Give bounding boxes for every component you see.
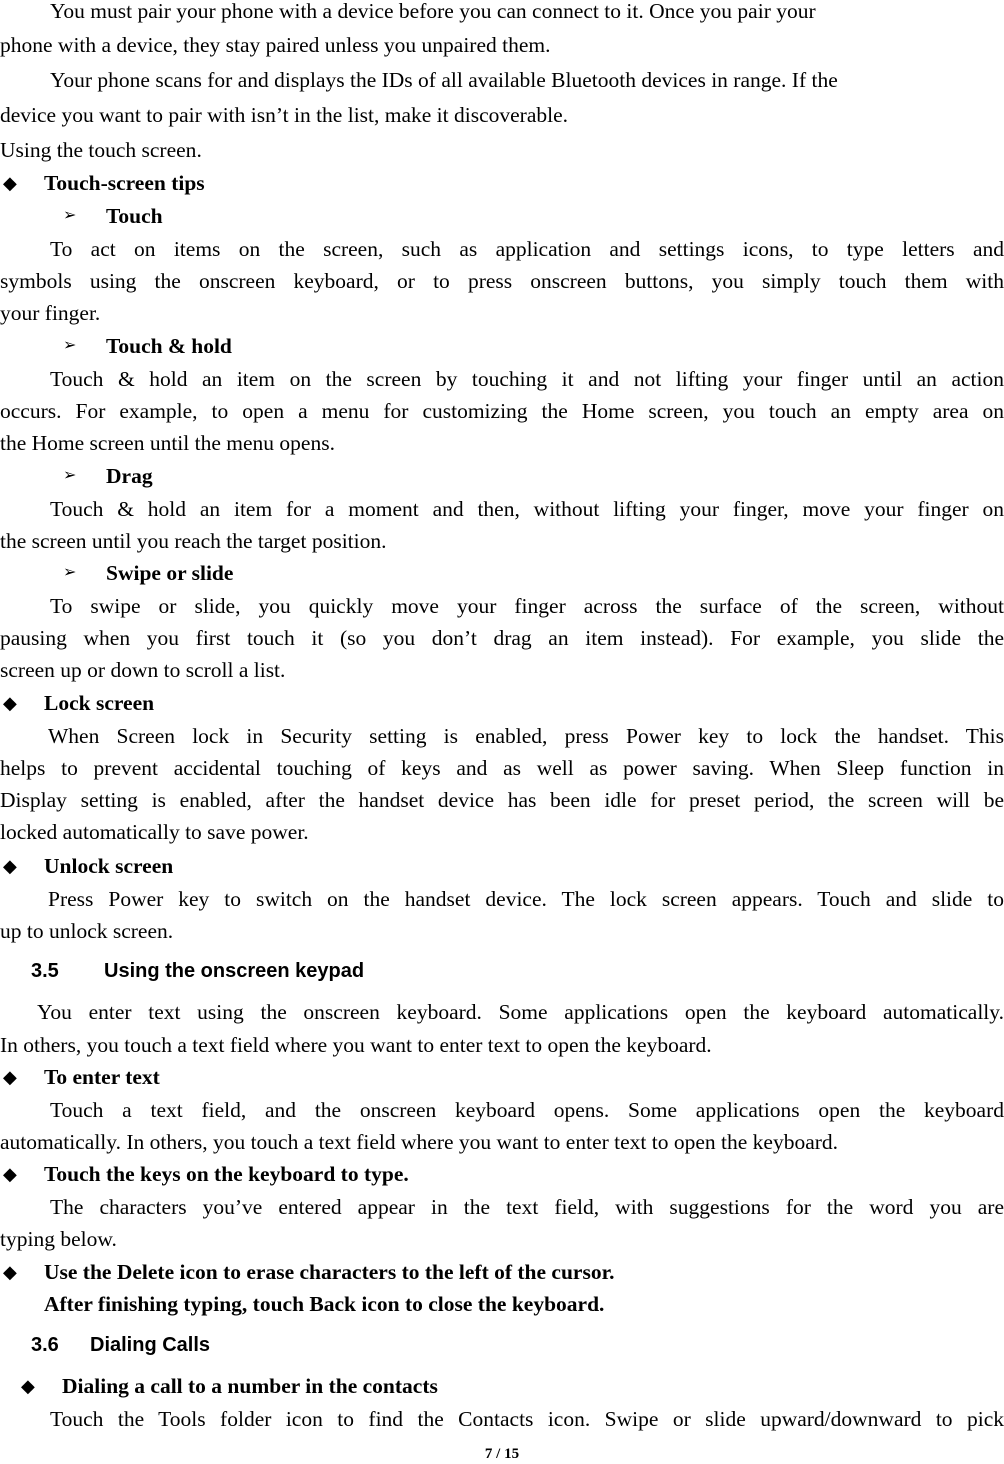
section-number: 3.6 xyxy=(31,1334,59,1356)
to-enter-text-heading: To enter text xyxy=(44,1065,160,1089)
arrow-bullet-icon: ➢ xyxy=(63,467,77,484)
lock-text-line: helps to prevent accidental touching of keys and as well as power saving. When Sleep function in xyxy=(0,756,1004,780)
touch-text-line: your finger. xyxy=(0,301,101,325)
keypad-text-line: In others, you touch a text field where you want to enter text to open the keyboard. xyxy=(0,1033,712,1057)
arrow-bullet-icon: ➢ xyxy=(63,207,77,224)
drag-text-line: the screen until you reach the target position. xyxy=(0,529,387,553)
dialing-contacts-heading: Dialing a call to a number in the contacts xyxy=(62,1374,438,1398)
using-touch-screen-text: Using the touch screen xyxy=(0,138,197,162)
swipe-text-line: pausing when you first touch it (so you don’t drag an item instead). For example, you slide the xyxy=(0,626,1004,650)
keys-text-line: The characters you’ve entered appear in the text field, with suggestions for the word you are xyxy=(50,1195,1004,1219)
touch-hold-text-line: occurs. For example, to open a menu for customizing the Home screen, you touch an empty area on xyxy=(0,399,1004,423)
using-touch-screen-heading xyxy=(0,134,1004,166)
unlock-text-line: Press Power key to switch on the handset device. The lock screen appears. Touch and slide to xyxy=(48,887,1004,911)
unlock-text-line: up to unlock screen. xyxy=(0,919,174,943)
enter-text-line: Touch a text field, and the onscreen keyboard opens. Some applications open the keyboard xyxy=(50,1098,1004,1122)
section-title: Using the onscreen keypad xyxy=(104,960,365,982)
lock-text-line: Display setting is enabled, after the handset device has been idle for preset period, the screen will be xyxy=(0,788,1004,812)
paragraph-scan-line: device you want to pair with isn’t in the list, make it discoverable. xyxy=(0,103,569,127)
touch-hold-heading: Touch & hold xyxy=(106,334,232,358)
paragraph-pairing-line: phone with a device, they stay paired unless you unpaired them. xyxy=(0,33,551,57)
enter-text-line: automatically. In others, you touch a text field where you want to enter text to open the keyboard. xyxy=(0,1130,839,1154)
drag-text-line: Touch & hold an item for a moment and then, without lifting your finger, move your finger on xyxy=(50,497,1004,521)
delete-icon-heading: Use the Delete icon to erase characters to the left of the cursor. xyxy=(44,1260,615,1284)
lock-screen-heading: Lock screen xyxy=(44,691,155,715)
dialing-text-line: Touch the Tools folder icon to find the Contacts icon. Swipe or slide upward/downward to pick xyxy=(50,1407,1004,1431)
unlock-screen-heading: Unlock screen xyxy=(44,854,174,878)
diamond-bullet-icon: ◆ xyxy=(3,693,17,713)
paragraph-pairing-line: You must pair your phone with a device before you can connect to it. Once you pair your xyxy=(50,0,816,23)
using-touch-screen-period: . xyxy=(196,138,202,162)
keys-text-line: typing below. xyxy=(0,1227,117,1251)
touch-text-line: To act on items on the screen, such as application and settings icons, to type letters and xyxy=(50,237,1004,261)
swipe-heading: Swipe or slide xyxy=(106,561,234,585)
swipe-text-line: screen up or down to scroll a list. xyxy=(0,658,286,682)
page-number: 7 / 15 xyxy=(484,1446,520,1462)
diamond-bullet-icon: ◆ xyxy=(3,1262,17,1282)
touch-hold-text-line: Touch & hold an item on the screen by touching it and not lifting your finger until an action xyxy=(50,367,1004,391)
touch-screen-tips-heading: Touch-screen tips xyxy=(44,171,205,195)
diamond-bullet-icon: ◆ xyxy=(3,856,17,876)
touch-hold-text-line: the Home screen until the menu opens. xyxy=(0,431,335,455)
touch-text-line: symbols using the onscreen keyboard, or to press onscreen buttons, you simply touch them with xyxy=(0,269,1004,293)
lock-text-line: locked automatically to save power. xyxy=(0,820,309,844)
arrow-bullet-icon: ➢ xyxy=(63,564,77,581)
paragraph-scan-line: Your phone scans for and displays the IDs of all available Bluetooth devices in range. If the xyxy=(50,68,838,92)
touch-keys-heading: Touch the keys on the keyboard to type. xyxy=(44,1162,409,1186)
swipe-text-line: To swipe or slide, you quickly move your finger across the surface of the screen, without xyxy=(50,594,1004,618)
touch-heading: Touch xyxy=(106,204,163,228)
lock-text-line: When Screen lock in Security setting is enabled, press Power key to lock the handset. This xyxy=(48,724,1004,748)
section-title: Dialing Calls xyxy=(90,1334,211,1356)
diamond-bullet-icon: ◆ xyxy=(21,1376,35,1396)
drag-heading: Drag xyxy=(106,464,153,488)
diamond-bullet-icon: ◆ xyxy=(3,173,17,193)
arrow-bullet-icon: ➢ xyxy=(63,337,77,354)
keypad-text-line: You enter text using the onscreen keyboard. Some applications open the keyboard automatically. xyxy=(37,1000,1004,1024)
back-icon-heading: After finishing typing, touch Back icon to close the keyboard. xyxy=(44,1292,605,1316)
diamond-bullet-icon: ◆ xyxy=(3,1164,17,1184)
diamond-bullet-icon: ◆ xyxy=(3,1067,17,1087)
section-number: 3.5 xyxy=(31,960,59,982)
